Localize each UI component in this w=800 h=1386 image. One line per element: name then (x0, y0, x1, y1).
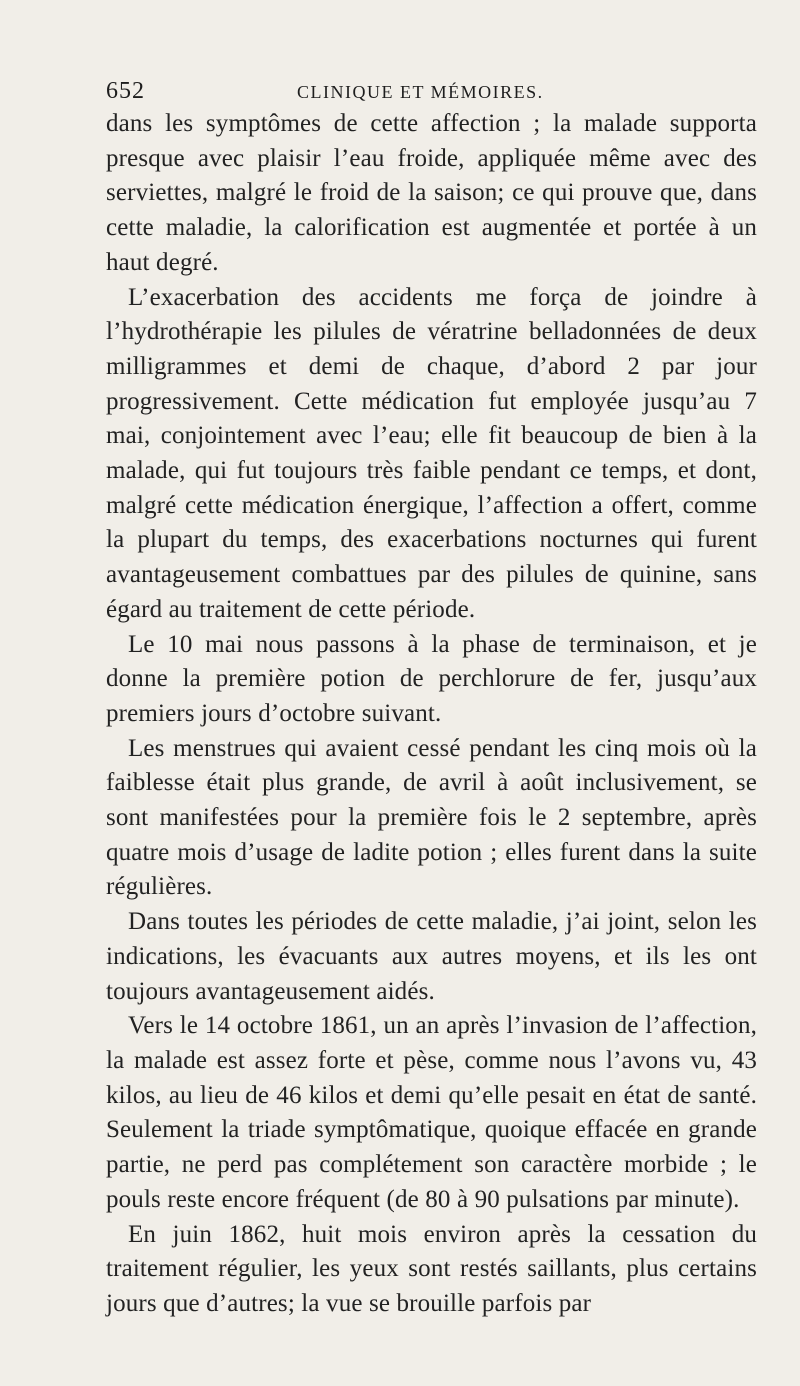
paragraph: L’exacerbation des accidents me força de joindre à l’hydrothérapie les pilules de vératrine belladonnées de deux milligrammes et demi de chaque, d’abord 2 par jour progressivement. Cette médication fut employée jusqu’au 7 mai, conjointement avec l’eau; elle fit beaucoup de bien à la malade, qui fut toujours très faible pendant ce temps, et dont, malgré cette médication énergique, l’affection a offert, comme la plupart du temps, des exacerbations nocturnes qui furent avantageusement combattues par des pilules de quinine, sans égard au traitement de cette période. (106, 283, 757, 623)
running-title: CLINIQUE ET MÉMOIRES. (297, 82, 544, 102)
paragraph: Vers le 14 octobre 1861, un an après l’invasion de l’affection, la malade est assez forte et pèse, comme nous l’avons vu, 43 kilos, au lieu de 46 kilos et demi qu’elle pesait en état de santé. Seulement la triade symptômatique, quoique effacée en grande partie, ne perd pas complétement son caractère morbide ; le pouls reste encore fréquent (de 80 à 90 pulsations par minute). (106, 1012, 757, 1213)
paragraph: Les menstrues qui avaient cessé pendant les cinq mois où la faiblesse était plus grande, de avril à août inclusivement, se sont manifestées pour la première fois le 2 septembre, après quatre mois d’usage de ladite potion ; elles furent dans la suite régulières. (106, 734, 757, 901)
page-number: 652 (106, 78, 145, 104)
paragraph: Dans toutes les périodes de cette maladie, j’ai joint, selon les indications, les évacuants aux autres moyens, et ils les ont toujours avantageusement aidés. (106, 908, 757, 1005)
paragraph: En juin 1862, huit mois environ après la cessation du traitement régulier, les yeux sont restés saillants, plus certains jours que d’autres; la vue se brouille parfois par (106, 1220, 757, 1317)
body-text (106, 107, 757, 1322)
paragraph: Le 10 mai nous passons à la phase de terminaison, et je donne la première potion de perchlorure de fer, jusqu’aux premiers jours d’octobre suivant. (106, 630, 757, 727)
paragraph-continuation: dans les symptômes de cette affection ; la malade supporta presque avec plaisir l’eau froide, appliquée même avec des serviettes, malgré le froid de la saison; ce qui prouve que, dans cette maladie, la calorification est augmentée et portée à un haut degré. (106, 110, 757, 276)
